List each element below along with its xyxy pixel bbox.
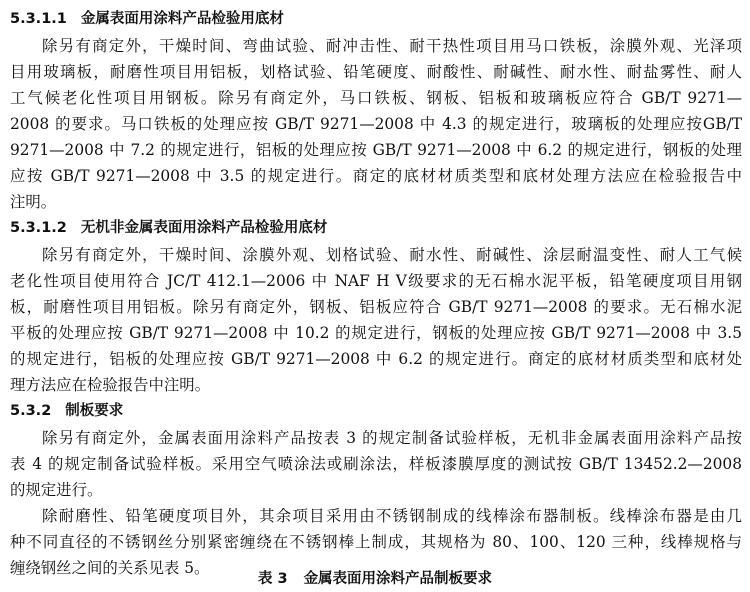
section-title: 无机非金属表面用涂料产品检验用底材 [80,220,328,236]
paragraph-line: 缠绕钢丝之间的关系见表 5。 [10,559,210,577]
paragraph-line: 除另有商定外，金属表面用涂料产品按表 3 的规定制备试验样板，无机非金属表面用涂料产品按 [42,429,742,447]
paragraph-line: 工气候老化性项目用钢板。除另有商定外，马口铁板、钢板、铝板和玻璃板应符合 GB/T 9271— [10,89,742,107]
paragraph-line: 9271—2008 中 7.2 的规定进行，铝板的处理应按 GB/T 9271—2008 中 6.2 的规定进行，钢板的处理 [10,141,742,159]
paragraph-line: 种不同直径的不锈钢丝分别紧密缠绕在不锈钢棒上制成，其规格为 80、100、120 三种，线棒规格与 [10,533,742,551]
section-heading-532 [10,398,750,424]
paragraph-line: 板，耐磨性项目用铝板。除另有商定外，钢板、铝板应符合 GB/T 9271—2008 的要求。无石棉水泥 [10,298,742,316]
paragraph-line: 目用玻璃板，耐磨性项目用铝板，划格试验、铅笔硬度、耐酸性、耐碱性、耐水性、耐盐雾性、耐人 [10,63,742,81]
section-number: 5.3.1.1 [10,11,67,27]
section-heading-5312 [10,215,750,241]
table-title: 金属表面用涂料产品制板要求 [303,571,493,587]
paragraph-line: 除另有商定外，干燥时间、弯曲试验、耐冲击性、耐干热性项目用马口铁板，涂膜外观、光泽项 [42,37,742,55]
paragraph-line: 除耐磨性、铅笔硬度项目外，其余项目采用由不锈钢制成的线棒涂布器制板。线棒涂布器是由几 [42,507,742,525]
paragraph-line: 注明。 [10,193,57,211]
section-number: 5.3.1.2 [10,220,67,236]
table-number: 表 3 [257,571,288,587]
paragraph-line: 表 4 的规定制备试验样板。采用空气喷涂法或刷涂法，样板漆膜厚度的测试按 GB/T 13452.2—2008 [10,455,742,473]
table-caption [0,566,750,592]
paragraph-line: 除另有商定外，干燥时间、涂膜外观、划格试验、耐水性、耐碱性、涂层耐温变性、耐人工气候 [42,246,742,264]
section-heading-5311 [10,6,750,32]
paragraph-line: 的规定进行，铝板的处理应按 GB/T 9271—2008 中 6.2 的规定进行。商定的底材材质类型和底材处 [10,350,742,368]
paragraph-line: 2008 的要求。马口铁板的处理应按 GB/T 9271—2008 中 4.3 的规定进行，玻璃板的处理应按GB/T [10,115,742,133]
paragraph-line: 理方法应在检验报告中注明。 [10,376,211,394]
section-number: 5.3.2 [10,403,52,419]
paragraph-line: 应按 GB/T 9271—2008 中 3.5 的规定进行。商定的底材材质类型和底材处理方法应在检验报告中 [10,167,742,185]
paragraph-line: 老化性项目使用符合 JC/T 412.1—2006 中 NAF H Ⅴ级要求的无石棉水泥平板，铅笔硬度项目用钢 [10,272,742,290]
section-title: 制板要求 [65,403,124,419]
paragraph-line: 平板的处理应按 GB/T 9271—2008 中 10.2 的规定进行，钢板的处理应按 GB/T 9271—2008 中 3.5 [10,324,742,342]
section-title: 金属表面用涂料产品检验用底材 [80,11,284,27]
paragraph-line: 的规定进行。 [10,481,103,499]
